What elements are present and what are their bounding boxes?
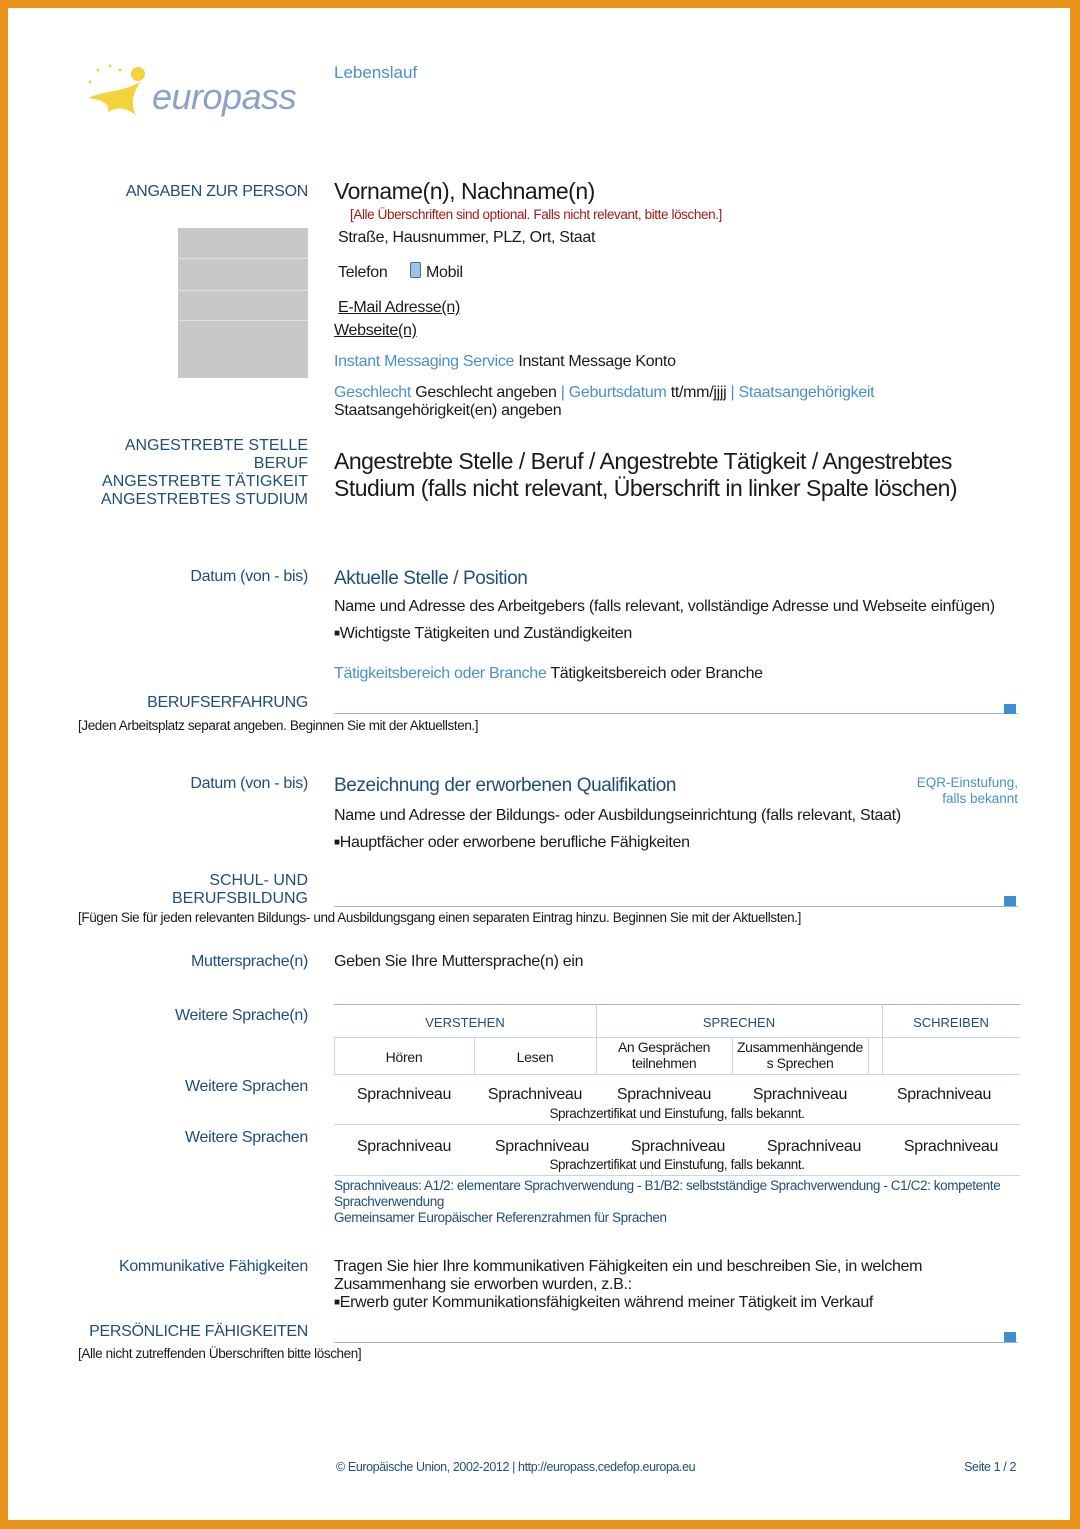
level-cell: Sprachniveau <box>616 1086 712 1103</box>
cv-page <box>8 8 1070 1520</box>
target-line: Angestrebte Stelle / Beruf / Angestrebte Tätigkeit / Angestrebtes <box>334 448 952 474</box>
person-section-label: ANGABEN ZUR PERSON <box>125 183 308 200</box>
language-table <box>334 1004 1020 1176</box>
im-label: Instant Messaging Service <box>334 353 515 370</box>
sub-interaction <box>596 1039 732 1071</box>
im-row <box>334 353 676 371</box>
language-row-label: Weitere Sprachen <box>185 1078 308 1095</box>
nationality-value: Staatsangehörigkeit(en) angeben <box>334 402 562 419</box>
level-cell: Sprachniveau <box>766 1138 862 1155</box>
personal-section-label: PERSÖNLICHE FÄHIGKEITEN <box>89 1323 308 1340</box>
communication-label: Kommunikative Fähigkeiten <box>118 1258 308 1275</box>
sub-line: s Sprechen <box>766 1055 834 1071</box>
level-cell: Sprachniveau <box>356 1086 452 1103</box>
institution: Name und Adresse der Bildungs- oder Ausbildungseinrichtung (falls relevant, Staat) <box>334 807 901 824</box>
website-link[interactable]: Webseite(n) <box>334 322 417 339</box>
section-marker <box>1004 896 1016 906</box>
separator: | <box>730 384 735 401</box>
text-line: Zusammenhang sie erworben wurden, z.B.: <box>334 1276 632 1293</box>
table-line <box>334 1004 1020 1005</box>
communication-text <box>334 1258 922 1312</box>
target-label: ANGESTREBTES STUDIUM <box>100 491 308 508</box>
birth-value: tt/mm/jjjj <box>670 384 727 401</box>
footer-page: Seite 1 / 2 <box>964 1460 1016 1474</box>
employer: Name und Adresse des Arbeitgebers (falls relevant, vollständige Adresse und Webseite einfügen) <box>334 598 995 615</box>
doc-title: Lebenslauf <box>334 63 418 82</box>
section-label-line: SCHUL- UND <box>209 872 308 889</box>
header-understand: VERSTEHEN <box>425 1015 505 1030</box>
education-date-label: Datum (von - bis) <box>190 775 308 792</box>
other-languages-label: Weitere Sprache(n) <box>174 1007 308 1024</box>
mobile-phone-icon <box>410 262 421 278</box>
education-rule <box>334 906 1018 907</box>
optional-note: [Alle Überschriften sind optional. Falls nicht relevant, bitte löschen.] <box>350 207 722 222</box>
certificate-cell: Sprachzertifikat und Einstufung, falls bekannt. <box>549 1106 805 1121</box>
section-marker <box>1004 704 1016 714</box>
education-note: [Fügen Sie für jeden relevanten Bildungs- und Ausbildungsgang einen separaten Eintrag hinzu. Beginnen Sie mit der Aktuellsten.] <box>78 910 801 925</box>
phone-label: Telefon <box>338 264 388 281</box>
target-label: ANGESTREBTE TÄTIGKEIT <box>102 473 308 490</box>
levels-note <box>334 1178 1024 1226</box>
gender-label: Geschlecht <box>334 384 412 401</box>
target-text <box>334 448 957 502</box>
photo-placeholder <box>178 228 308 378</box>
experience-date-label: Datum (von - bis) <box>190 568 308 585</box>
sub-production <box>732 1039 868 1071</box>
level-cell: Sprachniveau <box>903 1138 999 1155</box>
experience-note: [Jeden Arbeitsplatz separat angeben. Beginnen Sie mit der Aktuellsten.] <box>78 718 479 733</box>
sub-line: Zusammenhängende <box>737 1039 863 1055</box>
bullet-icon: ■ <box>334 837 340 848</box>
email-link[interactable]: E-Mail Adresse(n) <box>338 299 461 316</box>
separator: | <box>560 384 565 401</box>
europass-logo <box>78 60 318 140</box>
address: Straße, Hausnummer, PLZ, Ort, Staat <box>338 229 596 246</box>
note-line: Sprachniveaus: A1/2: elementare Sprachverwendung - B1/B2: selbstständige Sprachverwendung - C1/C2: kompetente <box>334 1178 1001 1193</box>
personal-info-row <box>334 384 1034 402</box>
sector-row <box>334 665 763 683</box>
section-marker <box>1004 1332 1016 1342</box>
person-name: Vorname(n), Nachname(n) <box>334 178 595 204</box>
mother-tongue-value: Geben Sie Ihre Muttersprache(n) ein <box>334 953 584 970</box>
eqr-level <box>868 775 1018 807</box>
nationality-label: Staatsangehörigkeit <box>738 384 875 401</box>
footer-copyright: © Europäische Union, 2002-2012 | http://europass.cedefop.europa.eu <box>336 1460 696 1474</box>
header-write: SCHREIBEN <box>913 1015 989 1030</box>
note-line: Sprachverwendung <box>334 1194 444 1209</box>
gender-value: Geschlecht angeben <box>415 384 557 401</box>
bullet-text: Wichtigste Tätigkeiten und Zuständigkeiten <box>339 625 632 642</box>
section-label-line: BERUFSBILDUNG <box>171 890 308 907</box>
sub-read: Lesen <box>516 1049 554 1065</box>
level-cell: Sprachniveau <box>356 1138 452 1155</box>
table-line <box>334 1175 1020 1176</box>
bullet-text: Erwerb guter Kommunikationsfähigkeiten während meiner Tätigkeit im Verkauf <box>339 1294 874 1311</box>
language-row-label: Weitere Sprachen <box>185 1129 308 1146</box>
table-line <box>334 1124 1020 1125</box>
text-line: Tragen Sie hier Ihre kommunikativen Fähigkeiten ein und beschreiben Sie, in welchem <box>334 1258 923 1275</box>
note-line: Gemeinsamer Europäischer Referenzrahmen für Sprachen <box>334 1210 667 1225</box>
target-section-labels <box>48 437 308 509</box>
sector-value: Tätigkeitsbereich oder Branche <box>550 665 763 682</box>
table-line <box>868 1037 869 1074</box>
bullet-icon: ■ <box>334 628 340 639</box>
sub-line: teilnehmen <box>631 1055 697 1071</box>
experience-bullet <box>334 625 632 643</box>
bullet-icon: ■ <box>334 1297 340 1308</box>
sub-line: An Gesprächen <box>617 1039 711 1055</box>
target-label: ANGESTREBTE STELLE <box>124 437 308 454</box>
mobile-label: Mobil <box>426 264 463 281</box>
education-section-label <box>68 872 308 908</box>
level-cell: Sprachniveau <box>494 1138 590 1155</box>
header-speak: SPRECHEN <box>702 1015 776 1030</box>
eqr-line: EQR-Einstufung, <box>916 775 1018 790</box>
sector-label: Tätigkeitsbereich oder Branche <box>334 665 547 682</box>
logo-text: europass <box>152 76 297 117</box>
qualification-title: Bezeichnung der erworbenen Qualifikation <box>334 775 677 796</box>
im-value: Instant Message Konto <box>518 353 676 370</box>
personal-rule <box>334 1342 1018 1343</box>
position-title: Aktuelle Stelle / Position <box>334 568 528 589</box>
experience-section-label: BERUFSERFAHRUNG <box>147 694 308 711</box>
table-line <box>334 1074 1020 1075</box>
level-cell: Sprachniveau <box>752 1086 848 1103</box>
table-line <box>334 1037 1020 1038</box>
level-cell: Sprachniveau <box>630 1138 726 1155</box>
personal-note: [Alle nicht zutreffenden Überschriften bitte löschen] <box>78 1346 362 1361</box>
sub-listen: Hören <box>385 1049 423 1065</box>
eqr-line: falls bekannt <box>942 791 1018 806</box>
communication-bullet <box>334 1294 922 1312</box>
education-bullet <box>334 834 690 852</box>
target-label: BERUF <box>253 455 308 472</box>
birth-label: Geburtsdatum <box>568 384 667 401</box>
certificate-cell: Sprachzertifikat und Einstufung, falls bekannt. <box>549 1157 805 1172</box>
bullet-text: Hauptfächer oder erworbene berufliche Fähigkeiten <box>339 834 690 851</box>
level-cell: Sprachniveau <box>896 1086 992 1103</box>
level-cell: Sprachniveau <box>487 1086 583 1103</box>
mother-tongue-label: Muttersprache(n) <box>190 953 308 970</box>
target-line: Studium (falls nicht relevant, Überschrift in linker Spalte löschen) <box>334 475 958 501</box>
experience-rule <box>334 713 1018 714</box>
